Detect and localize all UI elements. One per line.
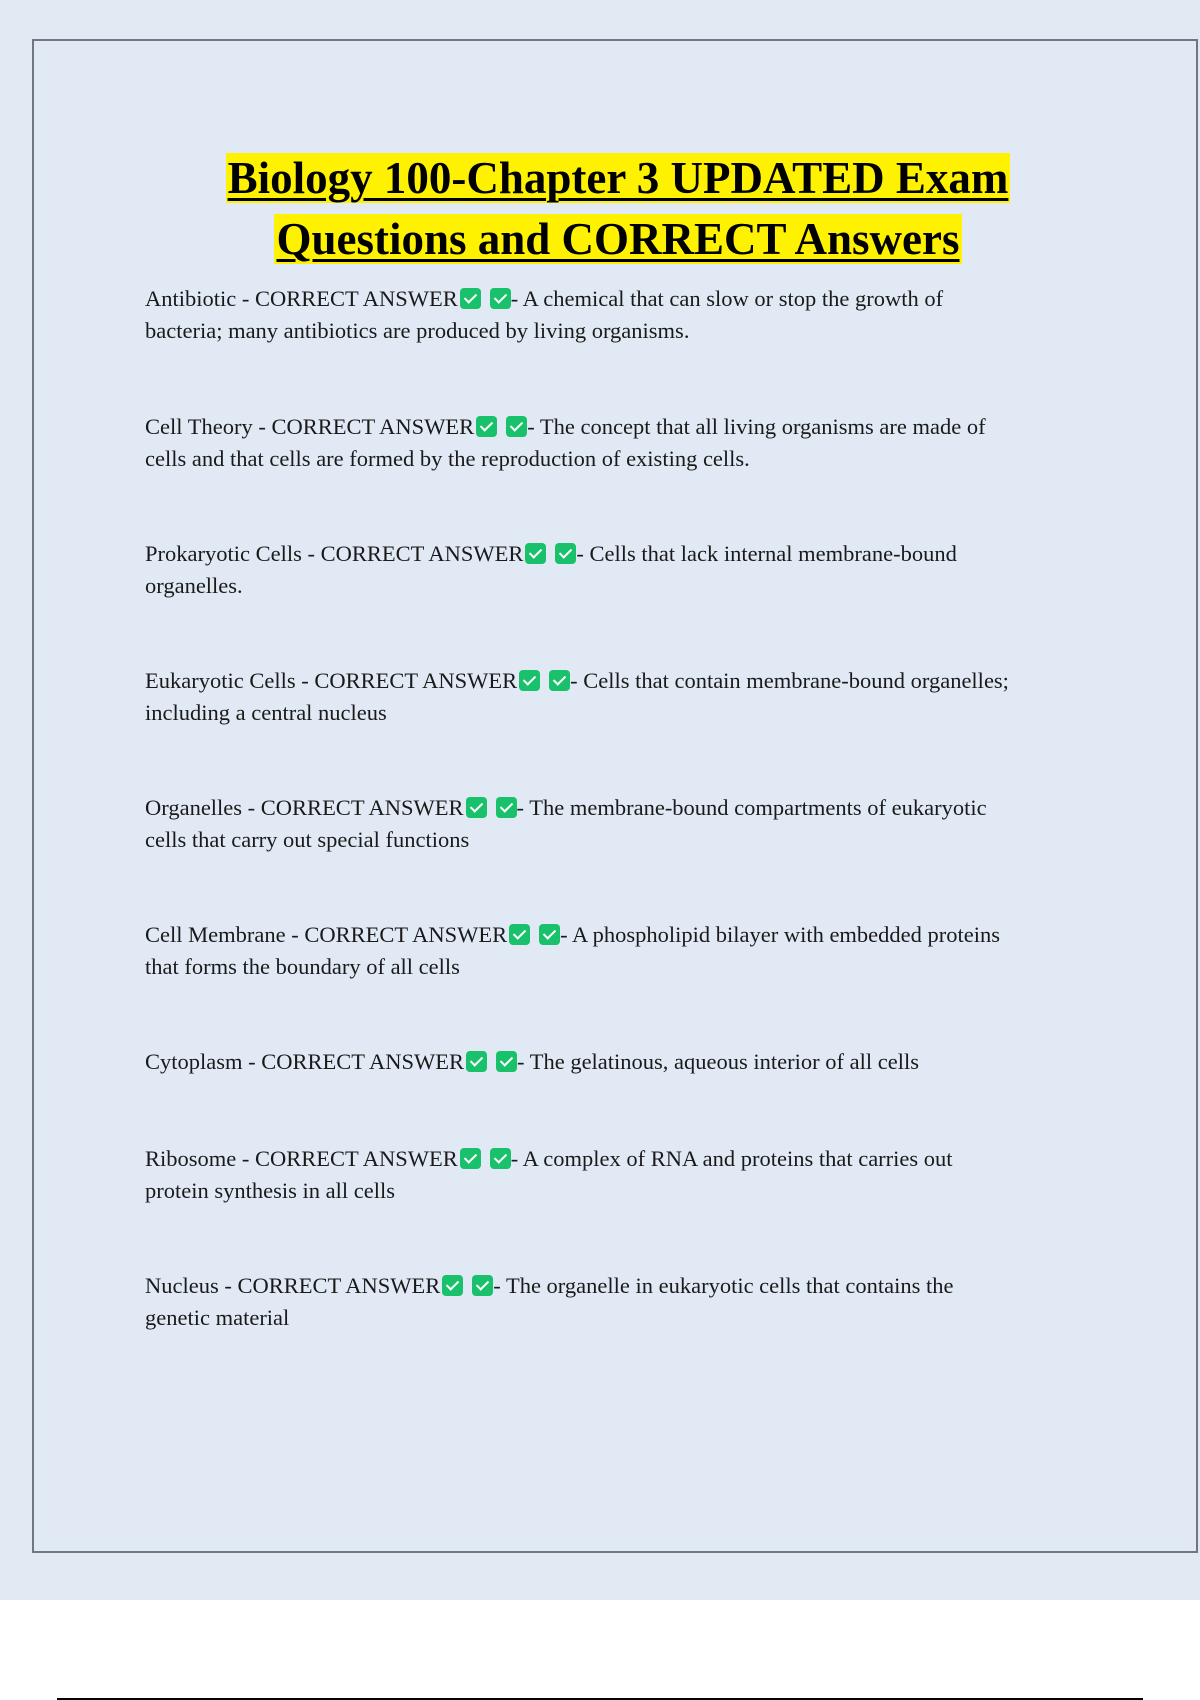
entry-definition: - Cells that lack internal membrane-bound (576, 541, 957, 566)
entry-definition: - A complex of RNA and proteins that carries out (510, 1146, 953, 1171)
entry-term: Eukaryotic Cells - (145, 668, 315, 693)
entry-definition: - A chemical that can slow or stop the growth of (510, 286, 944, 311)
check-icon (509, 924, 530, 945)
check-icon (496, 1051, 517, 1072)
title-line-1: Biology 100-Chapter 3 UPDATED Exam (227, 153, 1009, 203)
qa-entry-antibiotic (145, 283, 1095, 347)
answer-marker: CORRECT ANSWER (261, 1049, 464, 1074)
title-line-2: Questions and CORRECT Answers (276, 214, 960, 264)
answer-marker: CORRECT ANSWER (237, 1273, 441, 1298)
check-icon (466, 797, 487, 818)
check-icon (519, 670, 540, 691)
check-icon (490, 1148, 511, 1169)
qa-entry-cell-theory (145, 411, 1095, 475)
qa-entry-prokaryotic-cells (145, 538, 1095, 602)
answer-marker: CORRECT ANSWER (271, 414, 475, 439)
qa-entry-eukaryotic-cells (145, 665, 1095, 729)
entry-definition-continued: cells and that cells are formed by the reproduction of existing cells. (145, 446, 750, 471)
entry-term: Antibiotic - (145, 286, 255, 311)
entry-definition-continued: cells that carry out special functions (145, 827, 470, 852)
check-icon (496, 797, 517, 818)
check-icon (525, 543, 546, 564)
entry-definition: - The gelatinous, aqueous interior of all cells (517, 1049, 919, 1074)
entry-definition-continued: that forms the boundary of all cells (145, 954, 460, 979)
qa-entry-ribosome (145, 1143, 1095, 1207)
check-icon (460, 288, 481, 309)
check-icon (555, 543, 576, 564)
document-title (0, 148, 1200, 270)
entry-term: Cytoplasm - (145, 1049, 262, 1074)
qa-entry-organelles (145, 792, 1095, 856)
check-icon (466, 1051, 487, 1072)
answer-marker: CORRECT ANSWER (254, 286, 458, 311)
entry-term: Prokaryotic Cells - (145, 541, 321, 566)
check-icon (549, 670, 570, 691)
answer-marker: CORRECT ANSWER (260, 795, 464, 820)
entry-definition: - The membrane-bound compartments of eukaryotic (516, 795, 987, 820)
qa-entry-cell-membrane (145, 919, 1095, 983)
entry-term: Organelles - (145, 795, 261, 820)
check-icon (472, 1275, 493, 1296)
answer-marker: CORRECT ANSWER (255, 1146, 458, 1171)
check-icon (476, 416, 497, 437)
check-icon (490, 288, 511, 309)
qa-entry-nucleus (145, 1270, 1095, 1334)
entry-term: Nucleus - (145, 1273, 238, 1298)
answer-marker: CORRECT ANSWER (314, 668, 518, 693)
entry-term: Cell Membrane - (145, 922, 305, 947)
check-icon (506, 416, 527, 437)
entry-definition-continued: genetic material (145, 1305, 290, 1330)
qa-entry-cytoplasm (145, 1046, 1095, 1078)
entry-definition-continued: organelles. (145, 573, 243, 598)
answer-marker: CORRECT ANSWER (320, 541, 524, 566)
entry-definition: - The organelle in eukaryotic cells that contains the (493, 1273, 954, 1298)
entry-term: Ribosome - (145, 1146, 255, 1171)
check-icon (460, 1148, 481, 1169)
entry-definition: - Cells that contain membrane-bound organelles; (570, 668, 1009, 693)
check-icon (442, 1275, 463, 1296)
answer-marker: CORRECT ANSWER (304, 922, 508, 947)
entry-definition-continued: including a central nucleus (145, 700, 387, 725)
entry-definition-continued: protein synthesis in all cells (145, 1178, 395, 1203)
entry-term: Cell Theory - (145, 414, 272, 439)
check-icon (539, 924, 560, 945)
entry-definition: - The concept that all living organisms are made of (527, 414, 986, 439)
entry-definition-continued: bacteria; many antibiotics are produced by living organisms. (145, 318, 690, 343)
entry-definition: - A phospholipid bilayer with embedded proteins (560, 922, 1001, 947)
